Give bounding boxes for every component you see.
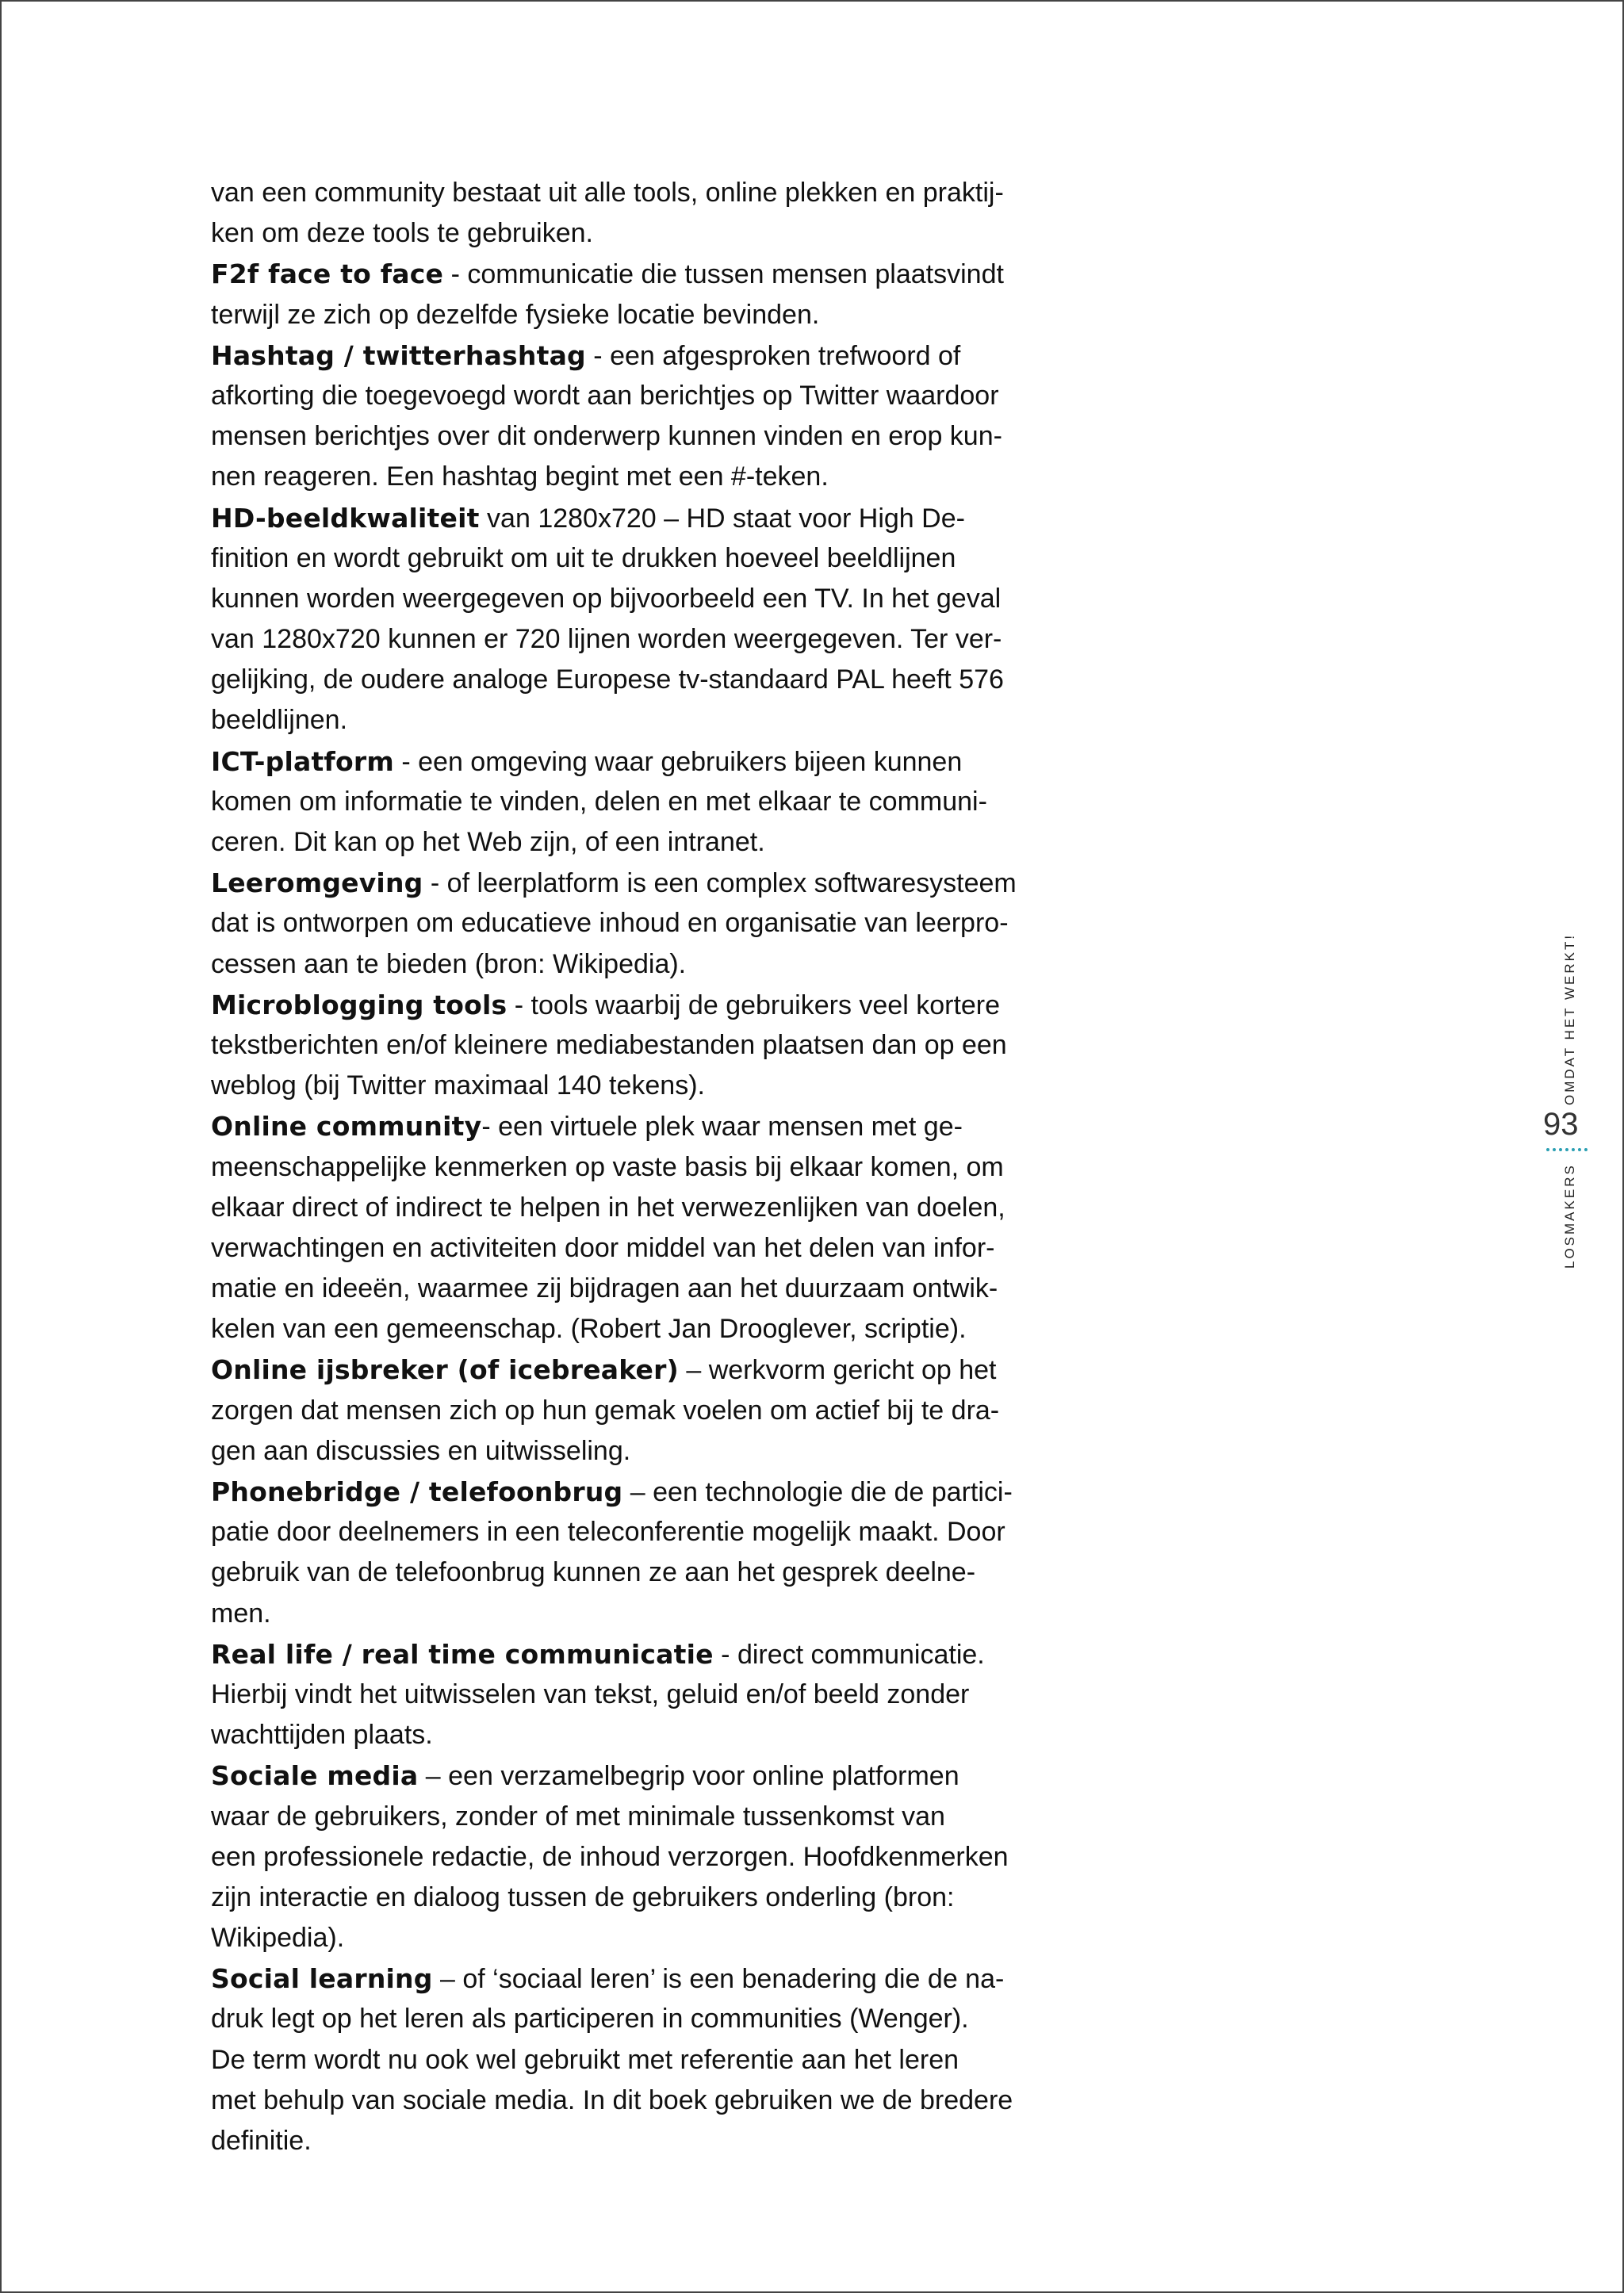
glossary-definition-text: – een technologie die de partici-: [622, 1477, 1013, 1507]
text-line: [211, 863, 1051, 903]
text-line: [211, 579, 1051, 619]
glossary-definition-text: komen om informatie te vinden, delen en met elkaar te communi-: [211, 786, 987, 817]
glossary-definition-text: verwachtingen en activiteiten door middel van het delen van infor-: [211, 1232, 995, 1263]
glossary-definition-text: Wikipedia).: [211, 1923, 345, 1954]
running-head-chapter-title: OMDAT HET WERKT!: [1562, 932, 1577, 1105]
glossary-definition-text: kelen van een gemeenschap. (Robert Jan Drooglever, scriptie).: [211, 1314, 967, 1345]
glossary-definition-text: De term wordt nu ook wel gebruikt met referentie aan het leren: [211, 2044, 959, 2075]
glossary-term: Social learning: [211, 1963, 433, 1995]
text-line: [211, 498, 1051, 538]
glossary-definition-text: - een virtuele plek waar mensen met ge-: [481, 1112, 963, 1143]
text-line: [211, 254, 1051, 294]
text-line: [211, 213, 1051, 254]
glossary-definition-text: cessen aan te bieden (bron: Wikipedia).: [211, 948, 687, 979]
text-line: [211, 2121, 1051, 2161]
glossary-definition-text: kunnen worden weergegeven op bijvoorbeeld een TV. In het geval: [211, 583, 1002, 614]
glossary-definition-text: meenschappelijke kenmerken op vaste basis bij elkaar komen, om: [211, 1151, 1004, 1182]
glossary-definition-text: van een community bestaat uit alle tools, online plekken en praktij-: [211, 178, 1004, 208]
text-line: [211, 1958, 1051, 1999]
text-line: [211, 1431, 1051, 1472]
page-number-dotted-rule: [1546, 1148, 1588, 1151]
glossary-term: Leeromgeving: [211, 867, 423, 899]
glossary-term: Sociale media: [211, 1760, 419, 1792]
glossary-term: HD-beeldkwaliteit: [211, 502, 480, 534]
glossary-definition-text: met behulp van sociale media. In dit boek gebruiken we de bredere: [211, 2084, 1013, 2115]
glossary-definition-text: definitie.: [211, 2126, 312, 2156]
glossary-definition-text: - een afgesproken trefwoord of: [585, 340, 961, 371]
glossary-definition-text: wachttijden plaats.: [211, 1720, 433, 1751]
glossary-definition-text: finition en wordt gebruikt om uit te drukken hoeveel beeldlijnen: [211, 542, 956, 573]
text-line: [211, 1552, 1051, 1593]
glossary-term: Microblogging tools: [211, 989, 508, 1020]
text-line: [211, 660, 1051, 700]
glossary-definition-text: patie door deelnemers in een teleconferentie mogelijk maakt. Door: [211, 1517, 1005, 1548]
text-line: [211, 1228, 1051, 1269]
text-line: [211, 822, 1051, 863]
glossary-term: F2f face to face: [211, 258, 444, 290]
text-line: [211, 1147, 1051, 1188]
glossary-definition-text: van 1280x720 kunnen er 720 lijnen worden weergegeven. Ter ver-: [211, 624, 1002, 655]
text-line: [211, 1269, 1051, 1309]
glossary-definition-text: een professionele redactie, de inhoud verzorgen. Hoofdkenmerken: [211, 1841, 1009, 1872]
glossary-text: [211, 173, 1051, 2161]
glossary-term: ICT-platform: [211, 745, 394, 777]
glossary-definition-text: waar de gebruikers, zonder of met minimale tussenkomst van: [211, 1801, 945, 1832]
text-line: [211, 1066, 1051, 1106]
glossary-definition-text: ceren. Dit kan op het Web zijn, of een intranet.: [211, 827, 765, 857]
glossary-term: Hashtag / twitterhashtag: [211, 339, 586, 371]
glossary-definition-text: van 1280x720 – HD staat voor High De-: [479, 503, 965, 534]
text-line: [211, 619, 1051, 660]
glossary-definition-text: - direct communicatie.: [713, 1639, 985, 1670]
glossary-definition-text: ken om deze tools te gebruiken.: [211, 218, 593, 249]
text-line: [211, 335, 1051, 376]
glossary-definition-text: - tools waarbij de gebruikers veel kortere: [507, 990, 1001, 1020]
glossary-definition-text: matie en ideeën, waarmee zij bijdragen aan het duurzaam ontwik-: [211, 1273, 998, 1304]
glossary-definition-text: weblog (bij Twitter maximaal 140 tekens).: [211, 1070, 705, 1101]
glossary-definition-text: gelijking, de oudere analoge Europese tv-standaard PAL heeft 576: [211, 664, 1004, 695]
text-line: [211, 1918, 1051, 1958]
text-line: [211, 1106, 1051, 1146]
text-line: [211, 1349, 1051, 1390]
glossary-term: Real life / real time communicatie: [211, 1638, 714, 1670]
glossary-definition-text: terwijl ze zich op dezelfde fysieke locatie bevinden.: [211, 299, 820, 330]
text-line: [211, 944, 1051, 985]
glossary-definition-text: elkaar direct of indirect te helpen in het verwezenlijken van doelen,: [211, 1192, 1005, 1223]
glossary-definition-text: Hierbij vindt het uitwisselen van tekst, geluid en/of beeld zonder: [211, 1679, 970, 1709]
glossary-definition-text: – werkvorm gericht op het: [678, 1355, 997, 1386]
text-line: [211, 1025, 1051, 1066]
text-line: [211, 1715, 1051, 1755]
page-number: 93: [1543, 1107, 1579, 1142]
text-line: [211, 1634, 1051, 1675]
text-line: [211, 1797, 1051, 1837]
text-line: [211, 903, 1051, 944]
text-line: [211, 173, 1051, 213]
running-head-book-title: LOSMAKERS: [1562, 1163, 1577, 1269]
glossary-definition-text: – een verzamelbegrip voor online platformen: [418, 1761, 959, 1792]
text-line: [211, 1309, 1051, 1349]
glossary-definition-text: mensen berichtjes over dit onderwerp kunnen vinden en erop kun-: [211, 421, 1002, 452]
glossary-definition-text: tekstberichten en/of kleinere mediabestanden plaatsen dan op een: [211, 1029, 1007, 1060]
text-line: [211, 1512, 1051, 1552]
text-line: [211, 1594, 1051, 1634]
glossary-definition-text: - of leerplatform is een complex softwaresysteem: [423, 868, 1017, 899]
text-line: [211, 538, 1051, 579]
text-line: [211, 416, 1051, 457]
glossary-definition-text: - communicatie die tussen mensen plaatsvindt: [443, 259, 1004, 290]
glossary-term: Phonebridge / telefoonbrug: [211, 1476, 623, 1507]
text-line: [211, 1391, 1051, 1431]
text-line: [211, 782, 1051, 822]
text-line: [211, 700, 1051, 741]
glossary-term: Online ijsbreker (of icebreaker): [211, 1354, 679, 1386]
glossary-definition-text: druk legt op het leren als participeren in communities (Wenger).: [211, 2004, 969, 2035]
text-line: [211, 985, 1051, 1025]
glossary-definition-text: men.: [211, 1598, 271, 1629]
glossary-definition-text: beeldlijnen.: [211, 705, 348, 736]
text-line: [211, 376, 1051, 416]
text-line: [211, 1837, 1051, 1878]
glossary-definition-text: nen reageren. Een hashtag begint met een #-teken.: [211, 461, 829, 492]
glossary-term: Online community: [211, 1111, 482, 1143]
glossary-definition-text: zijn interactie en dialoog tussen de gebruikers onderling (bron:: [211, 1881, 955, 1912]
text-line: [211, 1675, 1051, 1715]
glossary-definition-text: zorgen dat mensen zich op hun gemak voelen om actief bij te dra-: [211, 1395, 1000, 1426]
text-line: [211, 1472, 1051, 1512]
glossary-definition-text: – of ‘sociaal leren’ is een benadering die de na-: [432, 1964, 1005, 1995]
text-line: [211, 295, 1051, 335]
glossary-definition-text: - een omgeving waar gebruikers bijeen kunnen: [393, 746, 963, 777]
glossary-definition-text: gebruik van de telefoonbrug kunnen ze aan het gesprek deelne-: [211, 1557, 976, 1588]
glossary-definition-text: dat is ontworpen om educatieve inhoud en organisatie van leerpro-: [211, 908, 1009, 939]
text-line: [211, 741, 1051, 782]
text-line: [211, 457, 1051, 497]
text-line: [211, 1999, 1051, 2039]
text-line: [211, 1188, 1051, 1228]
text-line: [211, 1878, 1051, 1918]
running-head: [1554, 932, 1586, 1269]
text-line: [211, 1755, 1051, 1796]
text-line: [211, 2040, 1051, 2081]
glossary-definition-text: afkorting die toegevoegd wordt aan berichtjes op Twitter waardoor: [211, 380, 999, 411]
glossary-definition-text: gen aan discussies en uitwisseling.: [211, 1435, 631, 1466]
text-line: [211, 2081, 1051, 2121]
